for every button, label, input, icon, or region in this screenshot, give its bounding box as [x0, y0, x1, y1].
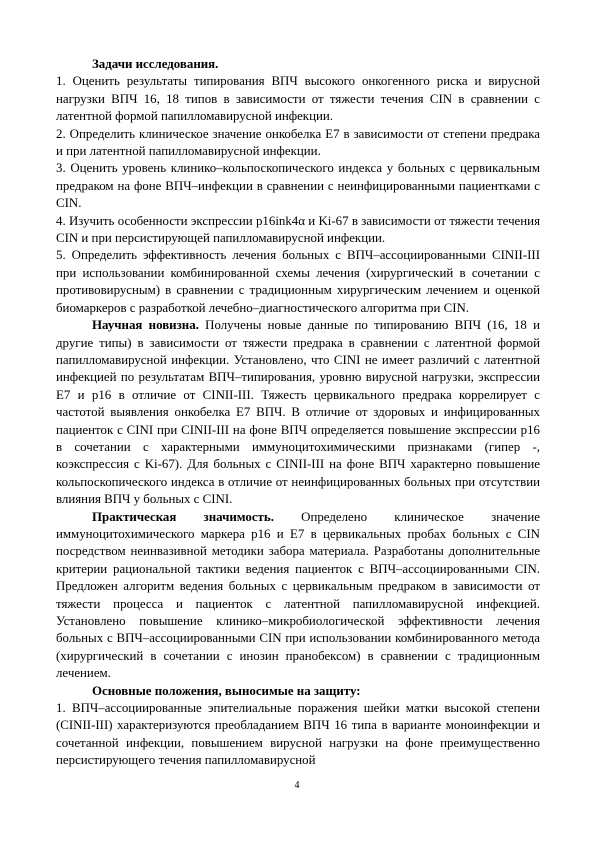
tasks-heading-text: Задачи исследования.: [92, 57, 219, 71]
defense-item-1: 1. ВПЧ–ассоциированные эпителиальные поражения шейки матки высокой степени (CINII-III) характеризуются преобладанием ВПЧ 16 типа в варианте моноинфекции и сочетанной инфекции, повышением вирусной нагрузки на фоне преимущественно персистирующего течения папилломавирусной: [56, 701, 540, 768]
practical-lead: Практическая значимость.: [92, 509, 274, 524]
page-number: 4: [294, 780, 300, 791]
task-item-3: 3. Оценить уровень клинико–кольпоскопического индекса у больных с цервикальным предраком на фоне ВПЧ–инфекции в сравнении с неинфицированными пациентками с CIN.: [56, 161, 540, 211]
page-body: [56, 56, 540, 770]
defense-heading: [56, 683, 540, 700]
novelty-text: Получены новые данные по типированию ВПЧ (16, 18 и другие типы) в зависимости от тяжести предрака в сравнении с латентной формой папилломавирусной инфекции. Установлено, что CINI не имеет различий с латентной инфекцией по результатам ВПЧ–типирования, уровню вирусной нагрузки, экспрессии E7 и p16 в отличие от CINII-III. Тяжесть цервикального предрака коррелирует с частотой выявления онкобелка E7 ВПЧ. В отличие от здоровых и инфицированных пациенток с CINI при CINII-III на фоне ВПЧ определяется повышение экспрессии p16 в сочетании с характерными иммуноцитохимическими признаками (гипер -, коэкспрессия с Ki-67). Для больных с CINII-III на фоне ВПЧ характерно повышение кольпоскопического индекса в отличие от неинфицированных больных при отсутствии влияния ВПЧ у больных с CINI.: [56, 318, 540, 507]
task-item-2: 2. Определить клиническое значение онкобелка Е7 в зависимости от степени предрака и при латентной папилломавирусной инфекции.: [56, 126, 540, 159]
novelty-lead: Научная новизна.: [92, 318, 199, 333]
tasks-heading: [56, 56, 540, 73]
task-item-4: 4. Изучить особенности экспрессии p16ink4α и Ki-67 в зависимости от тяжести течения CIN и при персистирующей папилломавирусной инфекции.: [56, 213, 540, 246]
practical-text: Определено клиническое значение иммуноцитохимического маркера p16 и E7 в цервикальных пробах больных с CIN посредством неинвазивной методики забора материала. Разработаны дополнительные критерии рациональной тактики ведения пациенток с ВПЧ–ассоциированными CIN. Предложен алгоритм ведения больных с цервикальным предраком в зависимости от тяжести процесса и пациенток с латентной папилломавирусной инфекцией. Установлено повышение клинико–микробиологической эффективности лечения больных с ВПЧ–ассоциированными CIN при использовании комбинированного метода (хирургический в сочетании с инозин пранобексом) в сравнении с традиционным лечением.: [56, 509, 540, 681]
task-item-1: 1. Оценить результаты типирования ВПЧ высокого онкогенного риска и вирусной нагрузки ВПЧ 16, 18 типов в зависимости от тяжести течения CIN в сравнении с латентной формой папилломавирусной инфекции.: [56, 74, 540, 124]
defense-heading-text: Основные положения, выносимые на защиту:: [92, 683, 361, 698]
task-item-5: 5. Определить эффективность лечения больных с ВПЧ–ассоциированными CINII-III при использовании комбинированной схемы лечения (хирургический в сочетании с противовирусным) в сравнении с традиционным хирургическим лечением и оценкой биомаркеров с разработкой лечебно–диагностического алгоритма при CIN.: [56, 248, 540, 315]
novelty-paragraph: [56, 317, 540, 508]
practical-paragraph: [56, 509, 540, 683]
